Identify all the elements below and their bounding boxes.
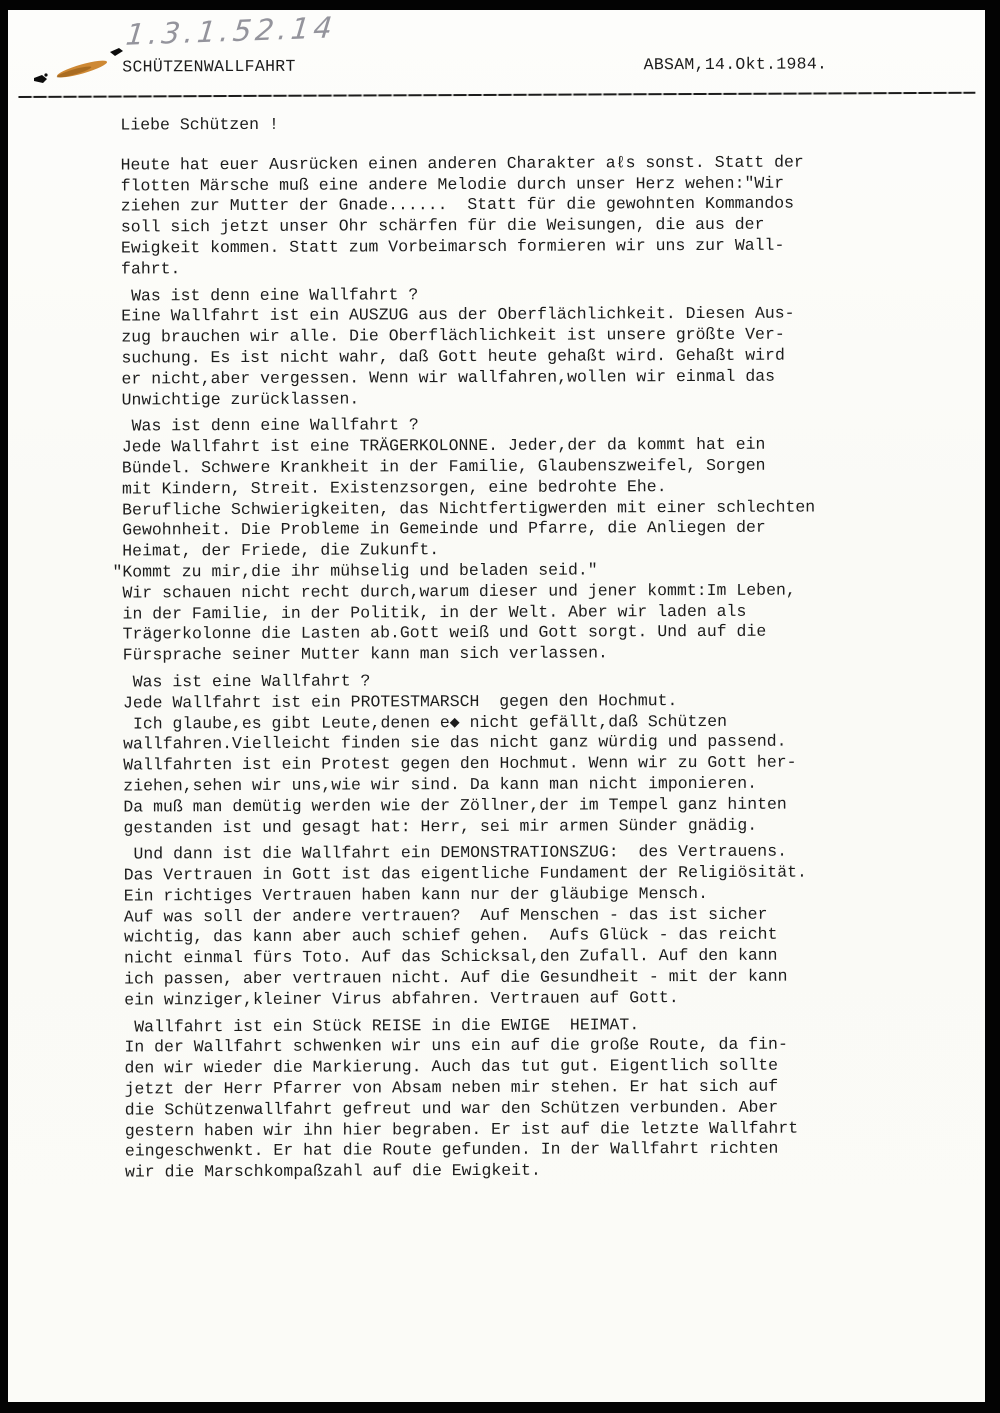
text-line: flotten Märsche muß eine andere Melodie durch unser Herz wehen:"Wir: [110, 173, 785, 196]
text-line: Wir schauen nicht recht durch,warum dieser und jener kommt:Im Leben,: [112, 580, 796, 603]
text-line: eingeschwenkt. Er hat die Route gefunden. In der Wallfahrt richten: [114, 1139, 779, 1161]
text-line: wir die Marschkompaßzahl auf die Ewigkeit.: [115, 1160, 541, 1182]
paragraph: [112, 413, 948, 666]
text-line: in der Familie, in der Politik, in der Welt. Aber wir laden als: [112, 601, 747, 624]
text-line: Gewohnheit. Die Probleme in Gemeinde und Pfarre, die Anliegen der: [112, 518, 766, 540]
text-line: ich passen, aber vertrauen nicht. Auf die Gesundheit - mit der kann: [114, 966, 788, 989]
text-line: wichtig, das kann aber auch schief gehen. Aufs Glück - das reicht: [114, 925, 778, 948]
text-line: "Kommt zu mir,die ihr mühselig und beladen seid.": [112, 560, 598, 582]
text-line: Ein richtiges Vertrauen haben kann nur der gläubige Mensch.: [113, 883, 709, 906]
text-line: Wallfahrt ist ein Stück REISE in die EWIGE HEIMAT.: [114, 1014, 640, 1037]
text-line: Wallfahrten ist ein Protest gegen den Hochmut. Wenn wir zu Gott her-: [113, 752, 797, 775]
text-line: fahrt.: [111, 259, 181, 279]
text-line: jetzt der Herr Pfarrer von Absam neben mir stehen. Er hat sich auf: [114, 1076, 779, 1099]
text-line: Unwichtige zurücklassen.: [111, 389, 360, 410]
document-dateline: ABSAM,14.Okt.1984.: [643, 54, 828, 75]
paragraph: [111, 152, 947, 280]
paragraph: [114, 1014, 950, 1184]
text-line: Das Vertrauen in Gott ist das eigentliche Fundament der Religiösität.: [113, 862, 807, 885]
text-line: ziehen zur Mutter der Gnade...... Statt für die gewohnten Kommandos: [110, 193, 795, 216]
text-line: Was ist denn eine Wallfahrt ?: [111, 284, 419, 306]
document-title: SCHÜTZENWALLFAHRT: [122, 56, 296, 77]
text-line: Fürsprache seiner Mutter kann man sich verlassen.: [112, 643, 608, 665]
text-line: Ewigkeit kommen. Statt zum Vorbeimarsch formieren wir uns zur Wall-: [110, 235, 785, 258]
paragraphs-container: [111, 152, 950, 1184]
text-line: mit Kindern, Streit. Existenzsorgen, eine bedrohte Ehe.: [112, 476, 667, 499]
text-line: Berufliche Schwierigkeiten, das Nichtfertigwerden mit einer schlechten: [112, 497, 816, 520]
text-line: suchung. Es ist nicht wahr, daß Gott heute gehaßt wird. Gehaßt wird: [111, 345, 785, 368]
text-line: den wir wieder die Markierung. Auch das tut gut. Eigentlich sollte: [114, 1055, 779, 1078]
text-line: ein winziger,kleiner Virus abfahren. Vertrauen auf Gott.: [114, 987, 679, 1010]
text-line: Da muß man demütig werden wie der Zöllner,der im Tempel ganz hinten: [113, 794, 787, 817]
archive-number-handwritten: 1.3.1.52.14: [124, 10, 338, 52]
document-body: [8, 94, 990, 1184]
text-line: Was ist eine Wallfahrt ?: [112, 671, 371, 692]
text-line: zug brauchen wir alle. Die Oberflächlichkeit ist unsere größte Ver-: [111, 324, 785, 347]
text-line: Ich glaube,es gibt Leute,denen e◆ nicht gefällt,daß Schützen: [113, 711, 728, 734]
text-line: soll sich jetzt unser Ohr schärfen für die Weisungen, die aus der: [110, 214, 765, 237]
text-line: ziehen,sehen wir uns,wie wir sind. Da kann man nicht imponieren.: [113, 773, 758, 796]
text-line: Heute hat euer Ausrücken einen anderen Charakter aℓs sonst. Statt der: [110, 152, 804, 175]
paragraph: [114, 841, 950, 1011]
text-line: In der Wallfahrt schwenken wir uns ein auf die große Route, da fin-: [114, 1035, 788, 1058]
text-line: nicht einmal fürs Toto. Auf das Schicksal,den Zufall. Auf den kann: [114, 945, 778, 968]
text-line: Was ist denn eine Wallfahrt ?: [111, 415, 419, 436]
text-line: Jede Wallfahrt ist eine TRÄGERKOLONNE. Jeder,der da kommt hat ein: [111, 434, 766, 457]
text-line: Bündel. Schwere Krankheit in der Familie, Glaubenszweifel, Sorgen: [111, 455, 766, 478]
text-line: Eine Wallfahrt ist ein AUSZUG aus der Oberflächlichkeit. Diesen Aus-: [111, 303, 795, 326]
document-page: [8, 10, 985, 1402]
text-line: er nicht,aber vergessen. Wenn wir wallfahren,wollen wir einmal das: [111, 366, 776, 389]
text-line: Auf was soll der andere vertrauen? Auf Menschen - das ist sicher: [113, 904, 768, 927]
text-line: gestern haben wir ihn hier begraben. Er ist auf die letzte Wallfahrt: [114, 1118, 799, 1141]
paragraph: [113, 669, 949, 839]
text-line: Trägerkolonne die Lasten ab.Gott weiß und Gott sorgt. Und auf die: [112, 622, 767, 644]
text-line: gestanden ist und gesagt hat: Herr, sei mir armen Sünder gnädig.: [113, 815, 758, 838]
document-header: [8, 6, 985, 78]
salutation: Liebe Schützen !: [110, 114, 279, 135]
text-line: Und dann ist die Wallfahrt ein DEMONSTRATIONSZUG: des Vertrauens.: [113, 841, 788, 864]
text-line: Jede Wallfahrt ist ein PROTESTMARSCH gegen den Hochmut.: [112, 690, 678, 713]
text-line: die Schützenwallfahrt gefreut und war den Schützen verbunden. Aber: [114, 1097, 779, 1120]
paragraph: [111, 282, 947, 410]
text-line: Heimat, der Friede, die Zukunft.: [112, 540, 440, 561]
document-content: [8, 6, 990, 1184]
text-line: wallfahren.Vielleicht finden sie das nicht ganz würdig und passend.: [113, 731, 787, 754]
